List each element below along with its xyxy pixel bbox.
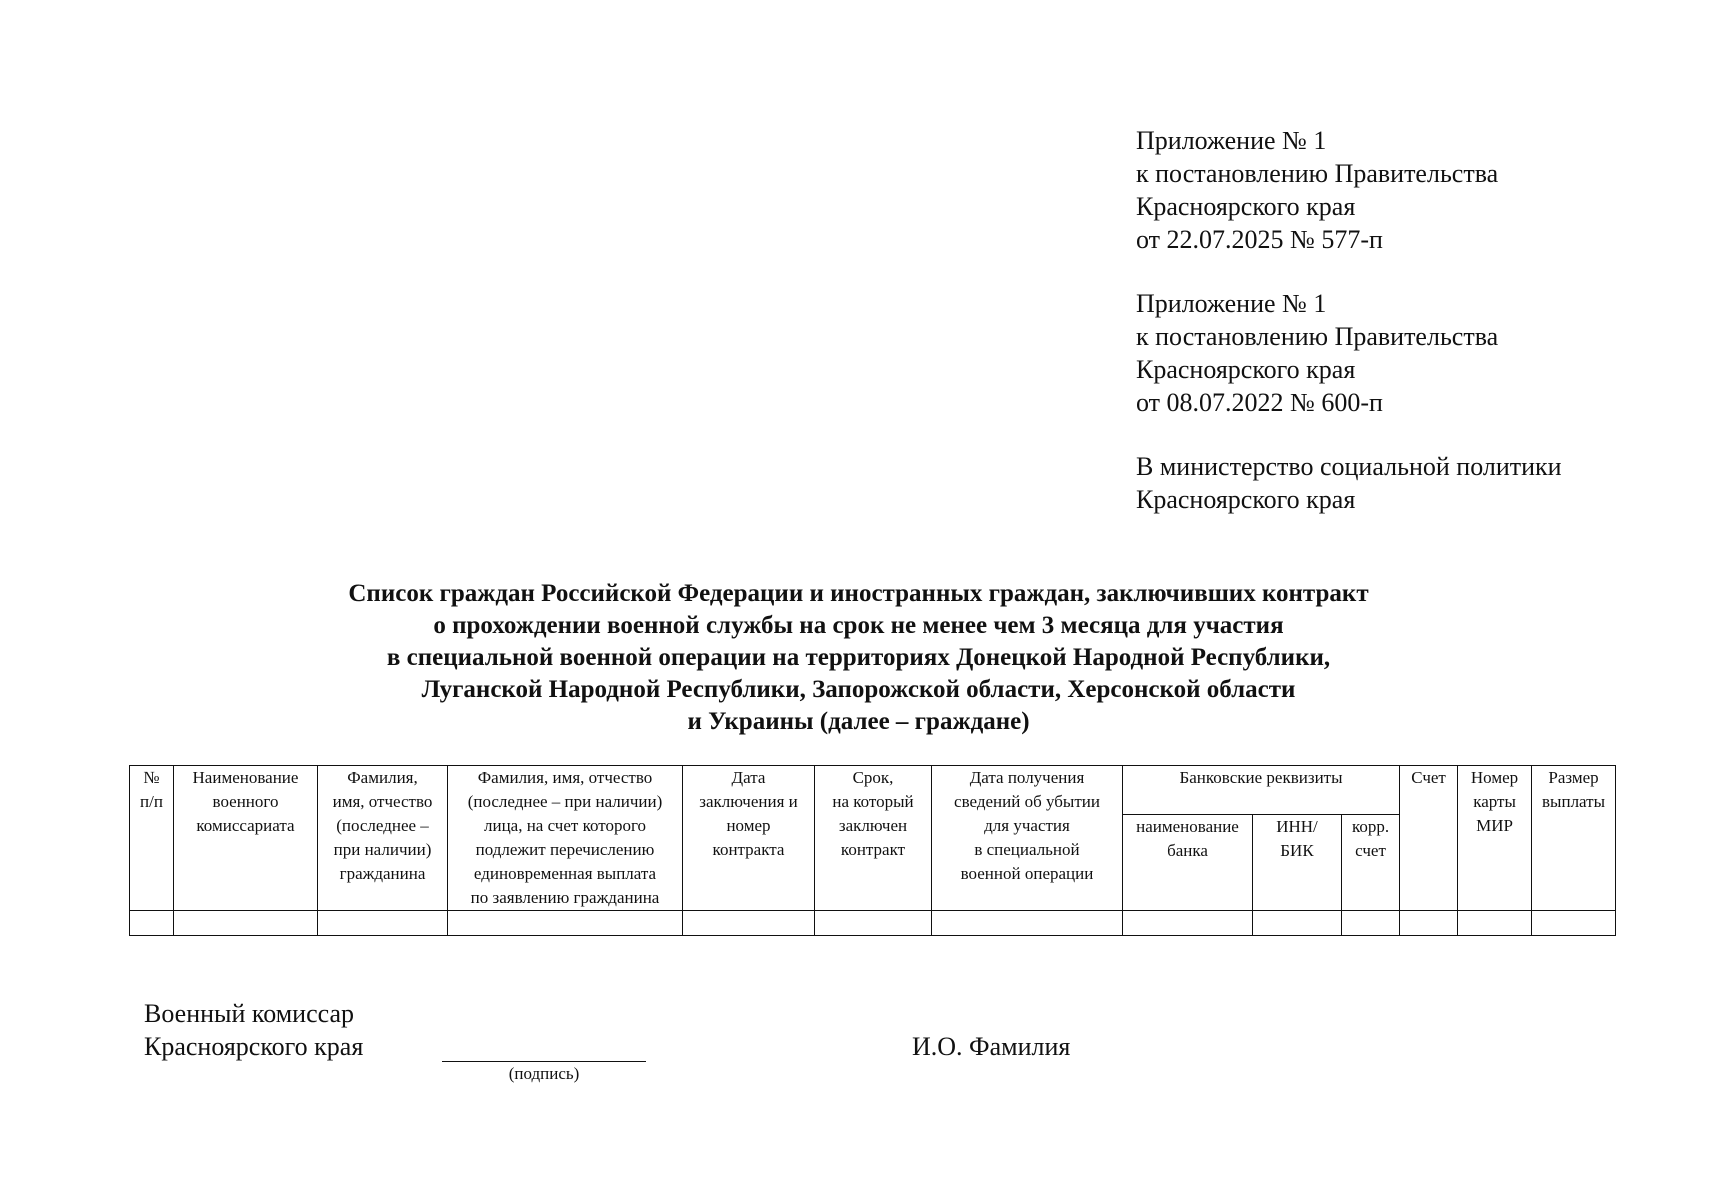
table-cell (318, 911, 448, 936)
addressee-line: Красноярского края (1136, 485, 1356, 514)
signatory-position-line: Военный комиссар (144, 999, 355, 1028)
header-contract-term: Срок, на который заключен контракт (815, 766, 932, 911)
appendix-1-line: от 22.07.2025 № 577-п (1136, 225, 1383, 254)
header-bank-details: Банковские реквизиты (1123, 766, 1400, 815)
table-cell (448, 911, 683, 936)
title-line: Луганской Народной Республики, Запорожской области, Херсонской области (421, 676, 1296, 703)
table-cell (932, 911, 1123, 936)
signatory-position (144, 997, 363, 1063)
header-bank-name: наименование банка (1123, 814, 1253, 910)
header-departure-date: Дата получения сведений об убытии для участия в специальной военной операции (932, 766, 1123, 911)
appendix-1-line: Красноярского края (1136, 192, 1356, 221)
header-account: Счет (1400, 766, 1458, 911)
appendix-2-line: к постановлению Правительства (1136, 322, 1499, 351)
table-cell (130, 911, 174, 936)
header-commissariat: Наименование военного комиссариата (174, 766, 318, 911)
table-cell (1458, 911, 1532, 936)
header-mir-card: Номер карты МИР (1458, 766, 1532, 911)
signature-line (442, 1061, 646, 1062)
title-line: о прохождении военной службы на срок не менее чем 3 месяца для участия (433, 612, 1284, 639)
table-cell (815, 911, 932, 936)
header-payee-name: Фамилия, имя, отчество (последнее – при наличии) лица, на счет которого подлежит перечислению единовременная выплата по заявлению гражданина (448, 766, 683, 911)
table-cell (1123, 911, 1253, 936)
table-header-row (130, 766, 1616, 815)
signatory-name: И.О. Фамилия (912, 1032, 1071, 1061)
table-cell (683, 911, 815, 936)
title-line: и Украины (далее – граждане) (687, 708, 1030, 735)
appendix-1-line: Приложение № 1 (1136, 126, 1327, 155)
signatory-position-line: Красноярского края (144, 1032, 364, 1061)
document-title (0, 578, 1717, 738)
signature-caption: (подпись) (508, 1064, 580, 1083)
header-contract-date: Дата заключения и номер контракта (683, 766, 815, 911)
appendix-2-line: Приложение № 1 (1136, 289, 1327, 318)
citizens-list-table (129, 765, 1616, 936)
table-cell (1400, 911, 1458, 936)
table-cell (1532, 911, 1616, 936)
header-number: № п/п (130, 766, 174, 911)
table-cell (1253, 911, 1342, 936)
table-cell (174, 911, 318, 936)
title-line: Список граждан Российской Федерации и иностранных граждан, заключивших контракт (348, 580, 1369, 607)
table-cell (1342, 911, 1400, 936)
title-line: в специальной военной операции на территориях Донецкой Народной Республики, (386, 644, 1331, 671)
appendix-1-header (1136, 124, 1498, 256)
header-payment-amount: Размер выплаты (1532, 766, 1616, 911)
table-row (130, 911, 1616, 936)
addressee-block (1136, 450, 1562, 516)
appendix-2-line: Красноярского края (1136, 355, 1356, 384)
addressee-line: В министерство социальной политики (1136, 452, 1562, 481)
appendix-1-line: к постановлению Правительства (1136, 159, 1499, 188)
appendix-2-line: от 08.07.2022 № 600-п (1136, 388, 1383, 417)
header-corr-account: корр. счет (1342, 814, 1400, 910)
appendix-2-header (1136, 287, 1498, 419)
header-citizen-name: Фамилия, имя, отчество (последнее – при наличии) гражданина (318, 766, 448, 911)
header-inn-bik: ИНН/ БИК (1253, 814, 1342, 910)
